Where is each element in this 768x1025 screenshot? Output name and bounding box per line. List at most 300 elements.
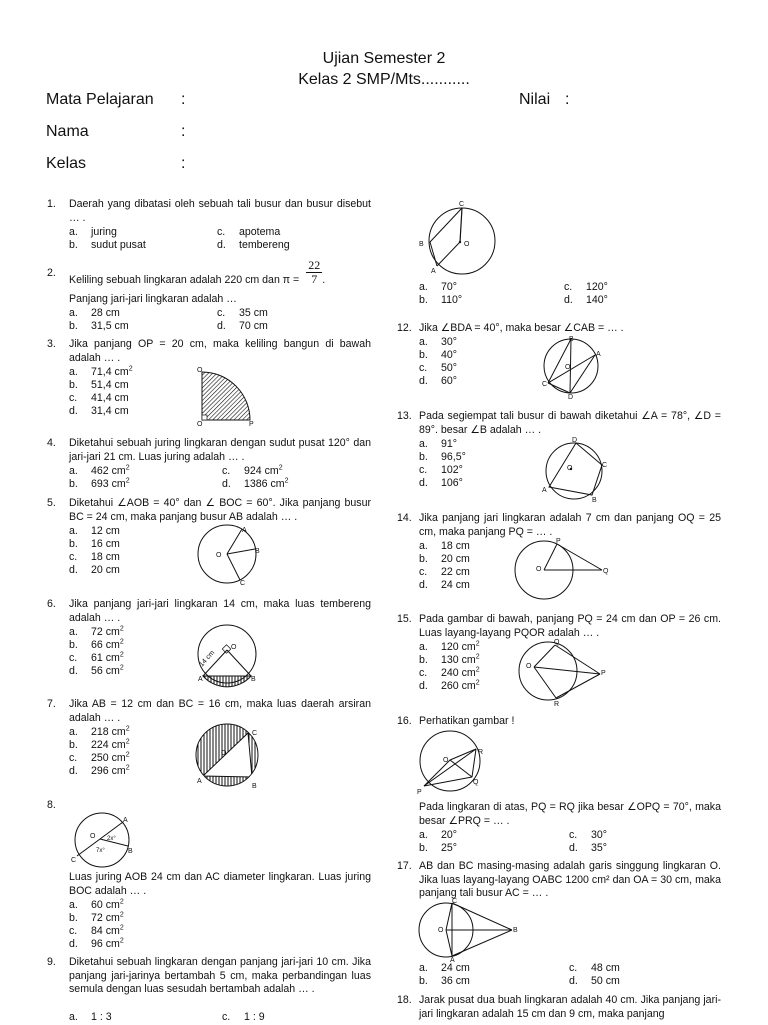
option-letter: c. (569, 962, 578, 974)
label-p: P (249, 421, 254, 428)
option-d[interactable] (564, 294, 608, 308)
option-a[interactable] (69, 525, 120, 539)
question-stem: Jika panjang jari lingkaran adalah 7 cm dan panjang OQ = 25 cm, maka panjang PQ = … . (419, 512, 721, 538)
option-text: 50° (441, 362, 458, 374)
superscript: 2 (284, 477, 289, 485)
option-b[interactable] (69, 912, 124, 926)
label-o: O (216, 552, 222, 559)
option-text: 35 cm (239, 307, 268, 319)
option-b[interactable] (69, 739, 130, 753)
option-text: 250 cm (91, 752, 126, 764)
option-c[interactable] (419, 464, 463, 478)
diameter-circle-figure (68, 813, 140, 869)
option-c[interactable] (217, 307, 268, 321)
question-stem: Diketahui sebuah lingkaran dengan panjang jari-jari 10 cm. Jika panjang jari-jarinya bertambah 5 cm, maka perbandingan luas semula dengan luas sesudah bertambah adalah … . (69, 956, 371, 995)
option-text: 60° (441, 375, 458, 387)
option-text: 72 cm (91, 912, 120, 924)
question-stem: Jika AB = 12 cm dan BC = 16 cm, maka luas daerah arsiran adalah … . (69, 698, 371, 724)
superscript: 2 (278, 464, 283, 472)
option-text: 110° (441, 294, 463, 306)
option-text: 218 cm (91, 726, 126, 738)
option-text: 84 cm (91, 925, 120, 937)
option-b[interactable] (419, 842, 457, 856)
question-stem: Jarak pusat dua buah lingkaran adalah 40 cm. Jika panjang jari-jari lingkaran adalah 15 cm dan 9 cm, maka panjang (419, 994, 721, 1020)
option-text: 140° (586, 294, 608, 306)
option-text: 31,5 cm (91, 320, 129, 332)
question-stem: Luas juring AOB 24 cm dan AC diameter lingkaran. Luas juring BOC adalah … . (69, 871, 371, 897)
label-o: O (221, 750, 227, 757)
option-text: 56 cm (91, 665, 120, 677)
option-text: 1 : 3 (91, 1011, 112, 1023)
numerator: 22 (308, 258, 321, 272)
option-text: 28 cm (91, 307, 120, 319)
question-stem-2: Pada lingkaran di atas, PQ = RQ jika besar ∠OPQ = 70°, maka besar ∠PRQ = … . (419, 801, 721, 827)
option-c[interactable] (69, 925, 124, 939)
name-label: Nama (46, 123, 89, 140)
option-text: 40° (441, 349, 458, 361)
label-a: A (542, 487, 547, 494)
option-b[interactable] (419, 975, 470, 989)
option-letter: a. (419, 540, 428, 552)
option-letter: a. (419, 962, 428, 974)
option-letter: d. (569, 975, 578, 987)
question-4 (47, 437, 371, 493)
option-c[interactable] (69, 752, 130, 766)
superscript: 2 (119, 664, 124, 672)
label-a: A (123, 817, 128, 824)
label-p: P (601, 670, 606, 677)
option-letter: c. (69, 925, 78, 937)
option-text: 31,4 cm (91, 405, 129, 417)
option-text: 20° (441, 829, 458, 841)
option-letter: b. (419, 975, 428, 987)
right-angle-mark (202, 415, 207, 420)
option-text: 70° (441, 281, 458, 293)
option-letter: c. (69, 392, 78, 404)
stem-line-2: Panjang jari-jari lingkaran adalah … (69, 293, 237, 305)
hatched-segment (203, 676, 251, 687)
option-letter: a. (419, 641, 428, 653)
label-a: A (450, 957, 455, 964)
option-a[interactable] (69, 465, 130, 479)
option-text: 36 cm (441, 975, 470, 987)
superscript: 2 (125, 464, 130, 472)
class-colon: : (181, 155, 186, 172)
label-b: B (128, 848, 133, 855)
option-letter: a. (69, 465, 78, 477)
option-letter: d. (564, 294, 573, 306)
question-number: 13. (397, 410, 412, 422)
option-text: 12 cm (91, 525, 120, 537)
label-d: D (572, 437, 578, 444)
option-b[interactable] (69, 538, 120, 552)
denominator: 7 (311, 272, 318, 286)
option-b[interactable] (419, 553, 470, 567)
fraction-22-7 (306, 259, 322, 286)
option-c[interactable] (419, 566, 470, 580)
angle-2x: 2x° (107, 836, 116, 842)
option-letter: d. (569, 842, 578, 854)
option-d[interactable] (69, 564, 120, 578)
superscript: 2 (125, 725, 130, 733)
option-a[interactable] (69, 726, 130, 740)
option-text: 96 cm (91, 938, 120, 950)
option-text: 260 cm (441, 680, 476, 692)
option-letter: d. (69, 405, 78, 417)
superscript: 2 (475, 666, 480, 674)
option-d[interactable] (222, 478, 289, 492)
option-text: 91° (441, 438, 458, 450)
option-text: 462 cm (91, 465, 126, 477)
option-text: 16 cm (91, 538, 120, 550)
option-letter: c. (419, 362, 428, 374)
option-text: 51,4 cm (91, 379, 129, 391)
option-text: 60 cm (91, 899, 120, 911)
label-q: Q (473, 779, 479, 786)
option-text: 24 cm (441, 962, 470, 974)
option-c[interactable] (69, 652, 124, 666)
option-a[interactable] (69, 899, 124, 913)
stem-text: Keliling sebuah lingkaran adalah 220 cm dan π = (69, 274, 300, 287)
circle-aob-figure (193, 523, 263, 587)
label-d: D (568, 394, 574, 401)
inscribed-triangle-figure (194, 722, 266, 792)
kite-figure (510, 637, 614, 709)
option-letter: b. (69, 379, 78, 391)
option-b[interactable] (69, 320, 129, 334)
label-a: A (242, 527, 247, 534)
question-number: 16. (397, 715, 412, 727)
superscript: 2 (119, 937, 124, 945)
option-a[interactable] (69, 307, 120, 321)
superscript: 2 (119, 625, 124, 633)
option-text: 120° (586, 281, 608, 293)
option-text: 102° (441, 464, 463, 476)
option-a[interactable] (419, 829, 457, 843)
label-o: O (197, 367, 203, 374)
option-letter: b. (419, 842, 428, 854)
option-text: 70 cm (239, 320, 268, 332)
option-letter: b. (69, 739, 78, 751)
label-o: O (464, 241, 470, 248)
option-a[interactable] (69, 226, 117, 240)
label-a: A (198, 676, 203, 683)
option-b[interactable] (419, 349, 457, 363)
circle-pqr-figure (410, 728, 498, 798)
option-letter: d. (69, 765, 78, 777)
question-number: 18. (397, 994, 412, 1006)
option-letter: b. (69, 239, 78, 251)
option-c[interactable] (564, 281, 608, 295)
option-letter: c. (69, 652, 78, 664)
option-c[interactable] (569, 829, 607, 843)
option-text: 693 cm (91, 478, 126, 490)
option-letter: b. (69, 912, 78, 924)
label-b: B (419, 241, 424, 248)
option-text: 72 cm (91, 626, 120, 638)
label-o: O (526, 663, 532, 670)
option-letter: a. (419, 438, 428, 450)
option-text: 22 cm (441, 566, 470, 578)
option-text: 120 cm (441, 641, 476, 653)
option-letter: c. (569, 829, 578, 841)
score-label: Nilai (519, 91, 551, 108)
angle-7x: 7x° (96, 848, 105, 854)
quarter-circle-figure (194, 366, 254, 428)
label-p: P (556, 538, 561, 545)
question-stem: Jika panjang OP = 20 cm, maka keliling bangun di bawah adalah … . (69, 338, 371, 364)
option-letter: c. (419, 464, 428, 476)
option-letter: a. (69, 726, 78, 738)
option-letter: b. (419, 349, 428, 361)
option-text: 41,4 cm (91, 392, 129, 404)
option-letter: d. (217, 320, 226, 332)
option-text: 924 cm (244, 465, 279, 477)
option-letter: a. (69, 1011, 78, 1023)
option-c[interactable] (419, 362, 457, 376)
superscript: 2 (125, 764, 130, 772)
question-stem: Daerah yang dibatasi oleh sebuah tali busur dan busur disebut … . (69, 198, 371, 224)
option-a[interactable] (69, 366, 133, 380)
option-b[interactable] (419, 294, 462, 308)
label-o: O (443, 757, 449, 764)
question-stem: AB dan BC masing-masing adalah garis singgung lingkaran O. Jika luas layang-layang OABC 1200 cm² dan OA = 30 cm, maka panjang tali busur AC = … . (419, 860, 721, 899)
question-number: 6. (47, 598, 56, 610)
option-text: 48 cm (591, 962, 620, 974)
label-o: O (536, 566, 542, 573)
option-letter: c. (222, 465, 231, 477)
superscript: 2 (125, 477, 130, 485)
option-letter: b. (419, 654, 428, 666)
question-number: 1. (47, 198, 56, 210)
question-11-options (397, 281, 721, 309)
label-o: O (90, 833, 96, 840)
hatched-sector (202, 372, 250, 420)
option-text: juring (91, 226, 117, 238)
option-text: apotema (239, 226, 281, 238)
question-9 (47, 956, 371, 1024)
option-b[interactable] (419, 654, 480, 668)
label-o: O (565, 364, 571, 371)
question-stem: Keliling sebuah lingkaran adalah 220 cm dan π = $\frac{22}{7}$ . (69, 258, 326, 287)
option-letter: d. (69, 665, 78, 677)
question-number: 5. (47, 497, 56, 509)
option-a[interactable] (419, 540, 470, 554)
option-text: 96,5° (441, 451, 466, 463)
option-c[interactable] (569, 962, 620, 976)
option-letter: a. (419, 336, 428, 348)
option-a[interactable] (419, 962, 470, 976)
option-letter: c. (564, 281, 573, 293)
option-d[interactable] (69, 665, 124, 679)
option-letter: d. (419, 680, 428, 692)
circle-segment-figure (195, 624, 261, 688)
option-text: 30° (591, 829, 608, 841)
option-a[interactable] (69, 1011, 112, 1025)
label-o-bottom: O (197, 421, 203, 428)
superscript: 2 (125, 738, 130, 746)
label-o: O (438, 927, 444, 934)
option-letter: d. (217, 239, 226, 251)
option-d[interactable] (569, 975, 620, 989)
question-1 (47, 198, 371, 254)
option-text: tembereng (239, 239, 290, 251)
subject-label: Mata Pelajaran (46, 91, 154, 108)
question-number: 9. (47, 956, 56, 968)
option-d[interactable] (419, 579, 470, 593)
option-text: 18 cm (441, 540, 470, 552)
option-letter: b. (419, 294, 428, 306)
label-a: A (197, 778, 202, 785)
option-letter: a. (419, 829, 428, 841)
superscript: 2 (119, 651, 124, 659)
superscript: 2 (119, 911, 124, 919)
superscript: 2 (125, 751, 130, 759)
label-c: C (602, 462, 608, 469)
subject-colon: : (181, 91, 186, 108)
superscript: 2 (475, 640, 480, 648)
question-number: 17. (397, 860, 412, 872)
option-letter: c. (217, 226, 226, 238)
option-letter: b. (69, 538, 78, 550)
question-number: 15. (397, 613, 412, 625)
label-b: B (251, 676, 256, 683)
option-letter: c. (69, 551, 78, 563)
option-text: 50 cm (591, 975, 620, 987)
option-b[interactable] (69, 478, 130, 492)
label-b: B (569, 336, 574, 343)
question-number: 2. (47, 267, 56, 279)
option-letter: b. (69, 320, 78, 332)
question-stem: Jika ∠BDA = 40°, maka besar ∠CAB = … . (419, 322, 624, 334)
option-d[interactable] (69, 938, 124, 952)
option-b[interactable] (69, 379, 129, 393)
option-a[interactable] (419, 281, 457, 295)
option-b[interactable] (69, 639, 124, 653)
option-text: 106° (441, 477, 463, 489)
question-stem: Perhatikan gambar ! (419, 715, 515, 727)
label-c: C (240, 580, 246, 587)
question-stem: Jika panjang jari-jari lingkaran 14 cm, maka luas tembereng adalah … . (69, 598, 371, 624)
question-stem: Diketahui sebuah juring lingkaran dengan sudut pusat 120° dan jari-jari 21 cm. Luas juring adalah … . (69, 437, 371, 463)
label-b: B (252, 783, 257, 790)
option-text: 71,4 cm (91, 366, 129, 378)
option-text: 24 cm (441, 579, 470, 591)
option-letter: c. (69, 752, 78, 764)
label-c: C (252, 730, 258, 737)
option-letter: a. (69, 366, 78, 378)
label-q: Q (603, 568, 609, 575)
score-colon: : (565, 91, 570, 108)
question-number: 12. (397, 322, 412, 334)
option-letter: d. (69, 938, 78, 950)
option-d[interactable] (419, 375, 457, 389)
option-letter: c. (222, 1011, 231, 1023)
option-c[interactable] (222, 1011, 265, 1025)
label-c: C (71, 857, 77, 864)
option-letter: c. (419, 667, 428, 679)
option-d[interactable] (217, 320, 268, 334)
option-d[interactable] (69, 765, 130, 779)
option-text: 1 : 9 (244, 1011, 265, 1023)
option-b[interactable] (69, 239, 146, 253)
option-letter: d. (419, 477, 428, 489)
label-r: R (554, 701, 560, 708)
label-c: C (542, 381, 548, 388)
label-b: B (255, 548, 260, 555)
option-d[interactable] (419, 477, 463, 491)
tangent-figure (510, 538, 614, 602)
label-p: P (417, 789, 422, 796)
label-c: C (452, 898, 458, 905)
question-18 (397, 994, 721, 1024)
option-c[interactable] (419, 667, 480, 681)
question-number: 3. (47, 338, 56, 350)
option-letter: a. (69, 899, 78, 911)
superscript: 2 (119, 638, 124, 646)
option-text: 130 cm (441, 654, 476, 666)
question-stem: Diketahui ∠AOB = 40° dan ∠ BOC = 60°. Jika panjang busur BC = 24 cm, maka panjang busur AB adalah … . (69, 497, 371, 523)
exam-title: Ujian Semester 2 (322, 50, 446, 67)
radius-label: 14 cm (198, 649, 217, 669)
label-r: R (478, 749, 484, 756)
option-c[interactable] (222, 465, 283, 479)
option-a[interactable] (69, 626, 124, 640)
option-a[interactable] (419, 336, 457, 350)
option-c[interactable] (69, 551, 120, 565)
question-number: 4. (47, 437, 56, 449)
label-c: C (459, 201, 465, 208)
option-letter: b. (419, 553, 428, 565)
question-number: 8. (47, 799, 56, 811)
option-a[interactable] (419, 438, 457, 452)
option-letter: d. (419, 375, 428, 387)
question-number: 14. (397, 512, 412, 524)
option-text: 20 cm (91, 564, 120, 576)
option-d[interactable] (569, 842, 607, 856)
label-q: Q (554, 639, 560, 646)
option-letter: b. (419, 451, 428, 463)
option-text: 35° (591, 842, 608, 854)
option-c[interactable] (69, 392, 129, 406)
option-d[interactable] (69, 405, 129, 419)
option-d[interactable] (419, 680, 480, 694)
inscribed-angle-figure (540, 336, 604, 400)
option-c[interactable] (217, 226, 280, 240)
option-d[interactable] (217, 239, 290, 253)
cyclic-quadrilateral-figure (540, 437, 612, 505)
label-o: O (567, 465, 573, 472)
label-b: B (592, 497, 597, 504)
superscript: 2 (128, 365, 133, 373)
option-text: 1386 cm (244, 478, 285, 490)
option-a[interactable] (419, 641, 480, 655)
option-b[interactable] (419, 451, 466, 465)
option-letter: b. (69, 639, 78, 651)
option-letter: d. (222, 478, 231, 490)
option-letter: a. (69, 626, 78, 638)
option-letter: b. (69, 478, 78, 490)
question-number: 7. (47, 698, 56, 710)
option-text: 20 cm (441, 553, 470, 565)
label-a: A (431, 268, 436, 275)
option-text: 30° (441, 336, 458, 348)
option-letter: d. (69, 564, 78, 576)
question-stem: Pada gambar di bawah, panjang PQ = 24 cm dan OP = 26 cm. Luas layang-layang PQOR adalah … . (419, 613, 721, 639)
option-text: 18 cm (91, 551, 120, 563)
option-text: 296 cm (91, 765, 126, 777)
option-letter: a. (69, 226, 78, 238)
